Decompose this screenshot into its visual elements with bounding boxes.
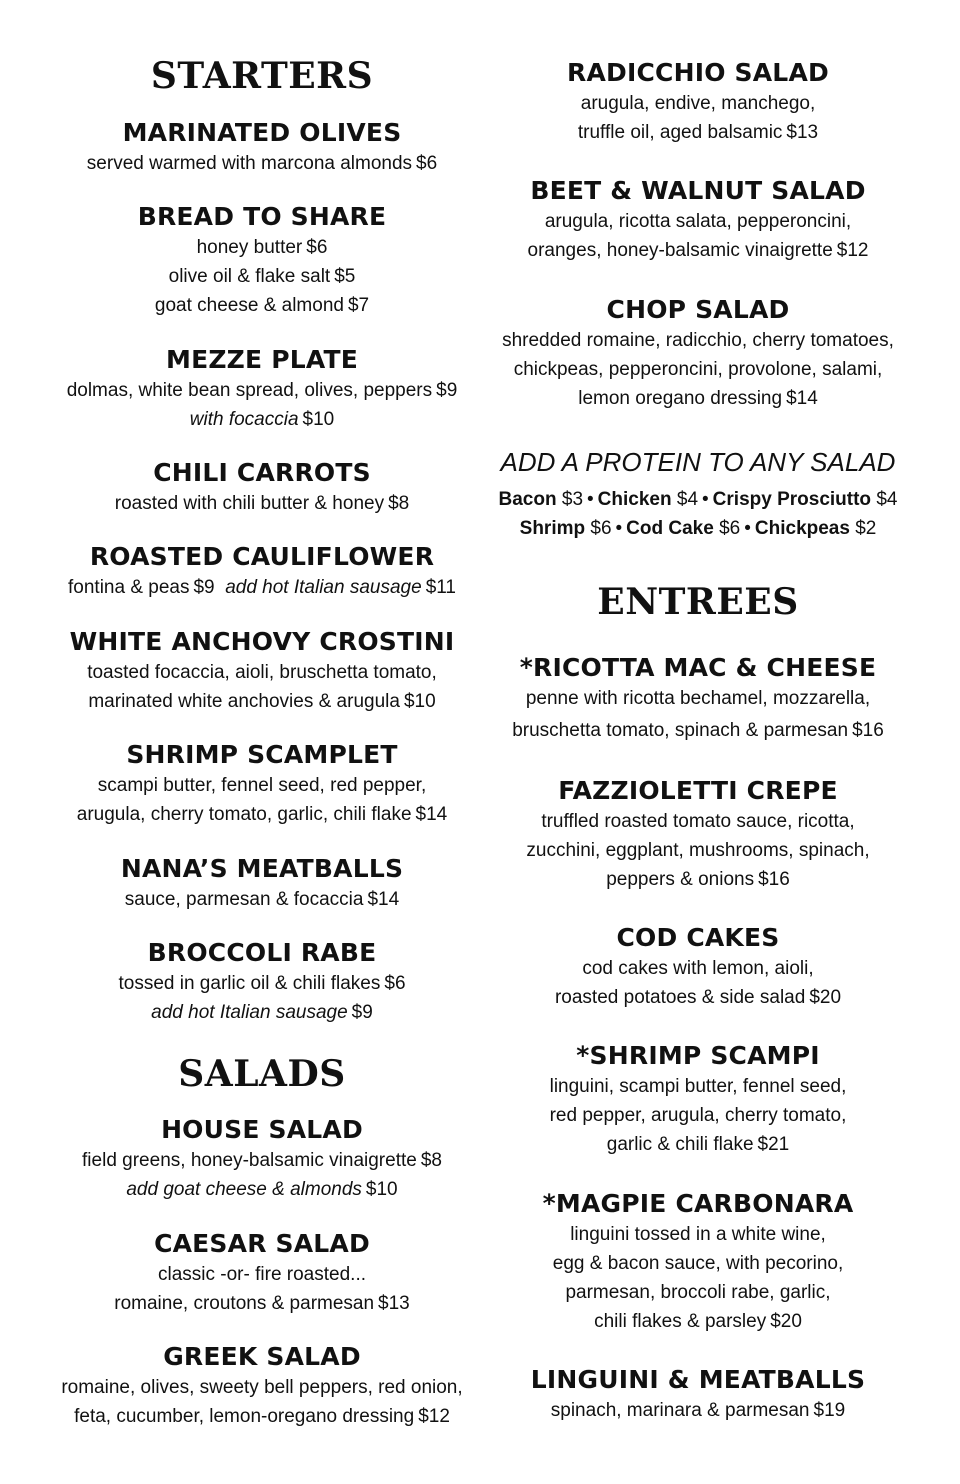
item-description: arugula, ricotta salata, pepperoncini, <box>544 211 852 232</box>
item-price: $5 <box>334 266 356 287</box>
item-price: $14 <box>415 804 448 825</box>
item-description: truffled roasted tomato sauce, ricotta, <box>541 811 855 832</box>
item-price: $9 <box>436 380 458 401</box>
item-description: sauce, parmesan & focaccia $14 <box>124 889 400 910</box>
item-price: $8 <box>388 493 410 514</box>
item-price: $6 <box>384 973 406 994</box>
item-description: dolmas, white bean spread, olives, peppers $9 <box>66 380 458 401</box>
item-description: add hot Italian sausage $9 <box>151 1002 373 1023</box>
item-price: $20 <box>809 987 842 1008</box>
entrees-heading: ENTREES <box>597 581 799 623</box>
menu-item-caesar-salad <box>40 1228 484 1318</box>
item-description: with focaccia $10 <box>189 409 335 430</box>
menu-item-radicchio-salad <box>476 57 920 147</box>
menu-item-white-anchovy-crostini <box>40 626 484 716</box>
item-description: romaine, olives, sweety bell peppers, red onion, <box>61 1377 463 1398</box>
item-price: $10 <box>365 1179 398 1200</box>
item-description: cod cakes with lemon, aioli, <box>582 958 814 979</box>
protein-options-line: Shrimp $6 • Cod Cake $6 • Chickpeas $2 <box>519 518 877 539</box>
item-description: honey butter $6 <box>196 237 328 258</box>
item-name: NANA’S MEATBALLS <box>120 854 404 883</box>
item-price: $8 <box>420 1150 442 1171</box>
item-description: roasted potatoes & side salad $20 <box>554 987 842 1008</box>
item-description: parmesan, broccoli rabe, garlic, <box>565 1282 831 1303</box>
item-price: $11 <box>425 577 456 598</box>
item-price: $20 <box>770 1311 802 1332</box>
protein-addon-heading: ADD A PROTEIN TO ANY SALAD <box>500 447 896 477</box>
item-price: $10 <box>403 691 436 712</box>
protein-addon-section <box>476 446 920 543</box>
item-description: marinated white anchovies & arugula $10 <box>88 691 436 712</box>
item-name: MARINATED OLIVES <box>122 118 402 147</box>
item-price: $9 <box>193 577 215 598</box>
item-name: CAESAR SALAD <box>154 1229 370 1258</box>
item-price: $13 <box>378 1293 410 1314</box>
item-price: $14 <box>786 388 818 409</box>
item-description: arugula, endive, manchego, <box>580 93 816 114</box>
item-price: $7 <box>347 295 370 316</box>
item-price: $21 <box>757 1134 790 1155</box>
item-description: romaine, croutons & parmesan $13 <box>114 1293 410 1314</box>
item-description: arugula, cherry tomato, garlic, chili flake $14 <box>76 804 448 825</box>
item-description: fontina & peas $9 add hot Italian sausage $11 <box>68 577 456 598</box>
menu-item-shrimp-scamplet <box>40 739 484 829</box>
item-description: egg & bacon sauce, with pecorino, <box>552 1253 844 1274</box>
menu-item-magpie-carbonara <box>476 1188 920 1336</box>
item-price: $9 <box>351 1002 373 1023</box>
item-name: CHOP SALAD <box>606 295 790 324</box>
menu-item-mezze-plate <box>40 344 484 434</box>
item-description: field greens, honey-balsamic vinaigrette $8 <box>82 1150 442 1171</box>
item-name: *MAGPIE CARBONARA <box>542 1189 854 1218</box>
item-price: $12 <box>418 1406 450 1427</box>
item-name: COD CAKES <box>616 923 780 952</box>
menu-item-house-salad <box>40 1114 484 1204</box>
menu-item-marinated-olives <box>40 117 484 178</box>
item-description: garlic & chili flake $21 <box>606 1134 790 1155</box>
item-price: $13 <box>786 122 819 143</box>
item-description: shredded romaine, radicchio, cherry tomatoes, <box>502 330 894 351</box>
menu-item-fazzioletti-crepe <box>476 775 920 894</box>
item-price: $6 <box>416 153 438 174</box>
item-description: chickpeas, pepperoncini, provolone, salami, <box>513 359 883 380</box>
starters-heading: STARTERS <box>150 55 374 97</box>
item-description: peppers & onions $16 <box>606 869 790 890</box>
item-description: goat cheese & almond $7 <box>154 295 370 316</box>
item-name: BEET & WALNUT SALAD <box>530 176 866 205</box>
item-description: penne with ricotta bechamel, mozzarella, <box>525 688 871 709</box>
menu-item-chili-carrots <box>40 457 484 518</box>
menu-item-nanas-meatballs <box>40 853 484 914</box>
item-name: LINGUINI & MEATBALLS <box>530 1365 866 1394</box>
item-price: $12 <box>836 240 869 261</box>
item-description: lemon oregano dressing $14 <box>578 388 818 409</box>
item-price: $14 <box>367 889 400 910</box>
protein-options-line: Bacon $3 • Chicken $4 • Crispy Prosciutto $4 <box>498 489 898 510</box>
item-description: chili flakes & parsley $20 <box>594 1311 802 1332</box>
item-description: spinach, marinara & parmesan $19 <box>550 1400 846 1421</box>
menu-item-chop-salad <box>476 294 920 413</box>
menu-item-cod-cakes <box>476 922 920 1012</box>
item-description: zucchini, eggplant, mushrooms, spinach, <box>526 840 870 861</box>
item-name: *RICOTTA MAC & CHEESE <box>519 653 877 682</box>
menu-item-shrimp-scampi <box>476 1040 920 1159</box>
item-description: served warmed with marcona almonds $6 <box>86 153 438 174</box>
menu-item-bread-to-share <box>40 201 484 320</box>
item-description: classic -or- fire roasted... <box>158 1264 366 1285</box>
item-description: tossed in garlic oil & chili flakes $6 <box>118 973 406 994</box>
menu-item-ricotta-mac-cheese <box>476 652 920 745</box>
menu-item-linguini-meatballs <box>476 1364 920 1425</box>
item-name: HOUSE SALAD <box>161 1115 363 1144</box>
item-description: oranges, honey-balsamic vinaigrette $12 <box>527 240 869 261</box>
item-name: BREAD TO SHARE <box>137 202 387 231</box>
item-description: add goat cheese & almonds $10 <box>126 1179 398 1200</box>
item-price: $16 <box>758 869 790 890</box>
item-description: feta, cucumber, lemon-oregano dressing $12 <box>74 1406 450 1427</box>
item-description: roasted with chili butter & honey $8 <box>114 493 410 514</box>
item-name: GREEK SALAD <box>163 1342 361 1371</box>
item-name: RADICCHIO SALAD <box>567 58 829 87</box>
item-name: BROCCOLI RABE <box>147 938 377 967</box>
menu-item-broccoli-rabe <box>40 937 484 1027</box>
item-description: linguini tossed in a white wine, <box>570 1224 826 1245</box>
item-description: linguini, scampi butter, fennel seed, <box>549 1076 847 1097</box>
item-description: scampi butter, fennel seed, red pepper, <box>97 775 427 796</box>
item-description: bruschetta tomato, spinach & parmesan $16 <box>512 720 884 741</box>
item-price: $19 <box>813 1400 846 1421</box>
item-description: olive oil & flake salt $5 <box>168 266 356 287</box>
item-name: ROASTED CAULIFLOWER <box>89 542 435 571</box>
item-price: $6 <box>306 237 328 258</box>
item-price: $16 <box>852 720 884 741</box>
item-name: WHITE ANCHOVY CROSTINI <box>69 627 455 656</box>
menu-item-roasted-cauliflower <box>40 541 484 602</box>
item-name: MEZZE PLATE <box>166 345 358 374</box>
item-name: *SHRIMP SCAMPI <box>576 1041 820 1070</box>
menu-item-greek-salad <box>40 1341 484 1431</box>
item-description: truffle oil, aged balsamic $13 <box>577 122 819 143</box>
item-name: CHILI CARROTS <box>153 458 371 487</box>
item-price: $10 <box>302 409 335 430</box>
item-name: SHRIMP SCAMPLET <box>126 740 398 769</box>
item-name: FAZZIOLETTI CREPE <box>558 776 838 805</box>
salads-heading: SALADS <box>178 1053 346 1095</box>
item-description: red pepper, arugula, cherry tomato, <box>549 1105 847 1126</box>
item-description: toasted focaccia, aioli, bruschetta tomato, <box>87 662 437 683</box>
menu-item-beet-walnut-salad <box>476 175 920 265</box>
